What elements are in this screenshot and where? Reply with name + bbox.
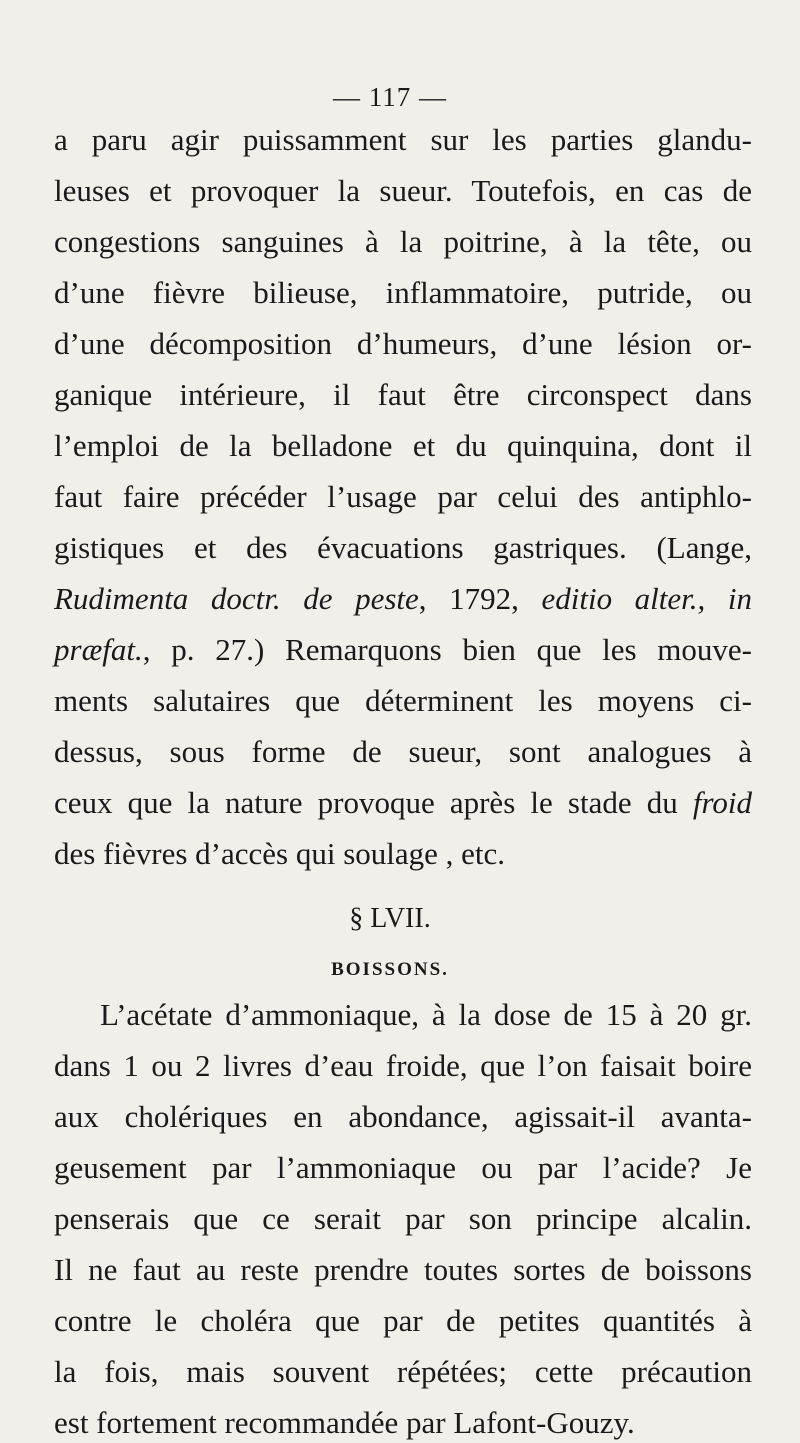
text-line: dessus, sous forme de sueur, sont analogues à: [54, 734, 752, 769]
text-line: congestions sanguines à la poitrine, à la tête, ou: [54, 224, 752, 259]
text-line: leuses et provoquer la sueur. Toutefois, en cas de: [54, 173, 752, 208]
citation-edition: editio alter., in: [541, 581, 752, 616]
text-line: est fortement recommandée par Lafont-Gouzy.: [54, 1405, 635, 1440]
text-span: , p. 27.) Remarquons bien que les mouve-: [142, 632, 752, 667]
text-line: [54, 783, 752, 823]
text-line: d’une fièvre bilieuse, inflammatoire, putride, ou: [54, 275, 752, 310]
text-line: dans 1 ou 2 livres d’eau froide, que l’on faisait boire: [54, 1048, 752, 1083]
text-line: Il ne faut au reste prendre toutes sortes de boissons: [54, 1252, 752, 1287]
text-line: contre le choléra que par de petites quantités à: [54, 1303, 752, 1338]
section-title: BOISSONS.: [331, 959, 449, 980]
text-line: a paru agir puissamment sur les parties glandu-: [54, 122, 752, 157]
text-line: d’une décomposition d’humeurs, d’une lésion or-: [54, 326, 752, 361]
text-line: gistiques et des évacuations gastriques. (Lange,: [54, 530, 752, 565]
citation-year: , 1792,: [418, 581, 542, 616]
text-line: geusement par l’ammoniaque ou par l’acide? Je: [54, 1150, 752, 1185]
text-line: ganique intérieure, il faut être circonspect dans: [54, 377, 752, 412]
emphasis-froid: froid: [692, 785, 752, 820]
citation-praefat: præfat.: [54, 632, 143, 667]
text-line: aux cholériques en abondance, agissait-il avanta-: [54, 1099, 752, 1134]
text-line: l’emploi de la belladone et du quinquina, dont il: [54, 428, 752, 463]
text-line: la fois, mais souvent répétées; cette précaution: [54, 1354, 752, 1389]
citation-title: Rudimenta doctr. de peste: [54, 581, 419, 616]
text-line: ments salutaires que déterminent les moyens ci-: [54, 683, 752, 718]
text-span: ceux que la nature provoque après le stade du: [54, 785, 693, 820]
page-number: — 117 —: [333, 82, 447, 112]
text-line: des fièvres d’accès qui soulage , etc.: [54, 836, 506, 871]
section-number: § LVII.: [349, 903, 431, 934]
text-line: faut faire précéder l’usage par celui des antiphlo-: [54, 479, 752, 514]
text-line: L’acétate d’ammoniaque, à la dose de 15 à 20 gr.: [100, 997, 752, 1032]
text-line: [54, 630, 752, 670]
text-line: [54, 579, 752, 619]
text-line: penserais que ce serait par son principe alcalin.: [54, 1201, 752, 1236]
